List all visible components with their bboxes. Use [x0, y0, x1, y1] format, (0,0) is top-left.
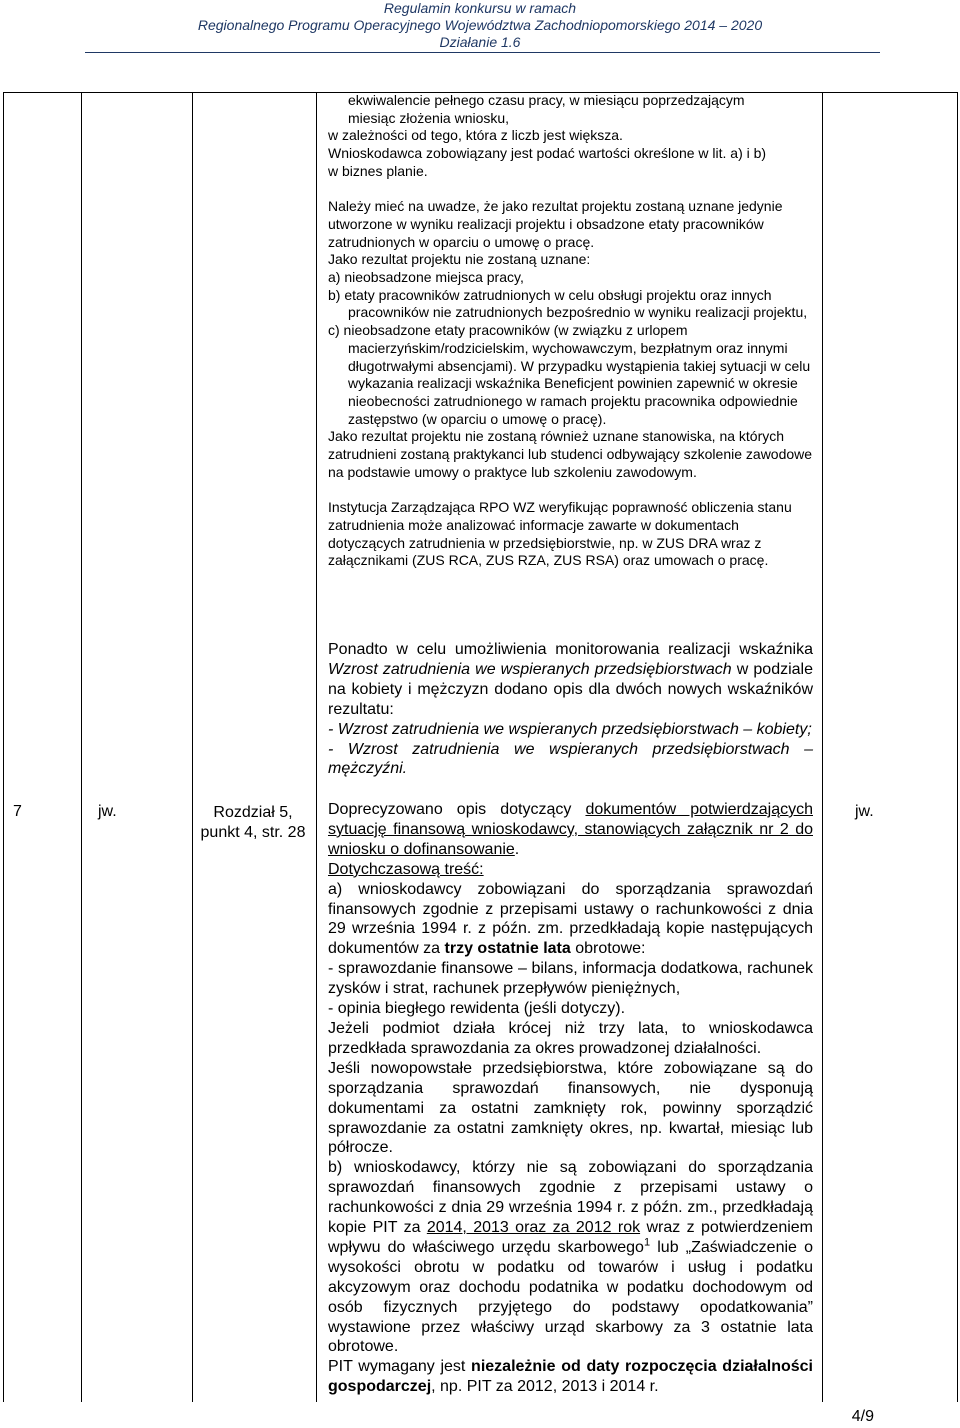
paragraph: Należy mieć na uwadze, że jako rezultat projektu zostaną uznane jedynie utworzone w wyniku realizacji projektu i obsadzone etaty pracowników zatrudnionych w oparciu o umowę o pracę. — [328, 198, 783, 250]
row-location: Rozdział 5, punkt 4, str. 28 — [200, 804, 306, 841]
paragraph: PIT wymagany jest niezależnie od daty rozpoczęcia działalności gospodarczej, np. PIT za 2012, 2013 i 2014 r. — [328, 1358, 814, 1396]
paragraph: Jeśli nowopowstałe przedsiębiorstwa, które zobowiązane są do sporządzania sprawozdań finansowych, nie dysponują dokumentami za ostatni zamknięty rok, powinny sporządzić sprawozdanie za ostatni zamknięty okres, np. kwartał, miesiąc lub półrocze. — [328, 1059, 813, 1157]
changes-table — [3, 92, 958, 1402]
indicator-men: - Wzrost zatrudnienia we wspieranych przedsiębiorstwach – mężczyźni. — [328, 740, 813, 778]
ponadto-block — [328, 640, 813, 779]
paragraph: - sprawozdanie finansowe – bilans, informacja dodatkowa, rachunek zysków i strat, rachunek przepływów pieniężnych, — [328, 960, 813, 998]
column-divider-2 — [192, 92, 193, 1402]
row-reference: jw. — [98, 803, 117, 820]
page-number: 4/9 — [851, 1408, 874, 1425]
continuation-block — [328, 92, 813, 570]
continuation-line: w biznes planie. — [328, 162, 428, 179]
continuation-line: miesiąc złożenia wniosku, — [348, 109, 510, 126]
list-item: b) etaty pracowników zatrudnionych w celu obsługi projektu oraz innych pracowników nie zatrudnionych bezpośrednio w wyniku realizacji projektu, — [328, 286, 808, 321]
header-divider — [85, 52, 880, 53]
paragraph: Jako rezultat projektu nie zostaną również uznane stanowiska, na których zatrudnieni zostaną praktykanci lub studenci odbywający szkolenie zawodowe na podstawie umowy o praktyce lub szkoleniu zawodowym. — [328, 428, 813, 480]
paragraph: - opinia biegłego rewidenta (jeśli dotyczy). — [328, 1000, 626, 1018]
paragraph: b) wnioskodawcy, którzy nie są zobowiązani do sporządzania sprawozdań finansowych zgodnie z przepisami ustawy o rachunkowości z dnia 29 września 1994 r. z późn. zm., przedkładają kopie PIT za 2014, 2013 oraz za 2012 rok wraz z potwierdzeniem wpływu do właściwego urzędu skarbowego$^1$ lub „Zaświadczenie o wysokości obrotu w podatku od towarów i usług i podatku akcyzowym oraz dochodu podatnika w podatku dochodowym od osób fizycznych przyjętego do podstawy opodatkowania” wystawione przez właściwy urząd skarbowy za 3 ostatnie lata obrotowe. — [328, 1159, 814, 1356]
header-title: Regulamin konkursu w ramach — [383, 0, 577, 16]
change-block — [328, 800, 813, 1397]
paragraph: Jeżeli podmiot działa krócej niż trzy lata, to wnioskodawca przedkłada sprawozdania za okres prowadzonej działalności. — [328, 1019, 813, 1057]
previous-content-label: Dotychczasową treść: — [328, 860, 484, 878]
document-header — [0, 0, 960, 51]
paragraph: a) wnioskodawcy zobowiązani do sporządzania sprawozdań finansowych zgodnie z przepisami ustawy o rachunkowości z dnia 29 września 1994 r. z późn. zm. przedkładają kopie następujących dokumentów za trzy ostatnie lata obrotowe: — [328, 880, 813, 958]
table-border-right — [957, 92, 958, 1402]
continuation-line: w zależności od tego, która z liczb jest większa. — [328, 127, 623, 144]
footnote-ref: 1 — [643, 1236, 651, 1249]
indicator-women: - Wzrost zatrudnienia we wspieranych przedsiębiorstwach – kobiety; — [328, 720, 812, 738]
table-border-left — [3, 92, 4, 1402]
column-divider-3 — [316, 92, 317, 1402]
continuation-line: Wnioskodawca zobowiązany jest podać wartości określone w lit. a) i b) — [328, 145, 767, 162]
continuation-line: ekwiwalencie pełnego czasu pracy, w miesiącu poprzedzającym — [348, 92, 745, 108]
list-item: c) nieobsadzone etaty pracowników (w związku z urlopem macierzyńskim/rodzicielskim, wychowawczym, bezpłatnym oraz innymi długotrwałymi absencjami). W przypadku wystąpienia takiej sytuacji w celu wykazania realizacji wskaźnika Beneficjent powinien zapewnić w okresie nieobecności zatrudnionego w ramach projektu pracownika odpowiednie zastępstwo (w oparciu o umowę o pracę). — [328, 322, 811, 427]
column-divider-1 — [81, 92, 82, 1402]
row-status: jw. — [855, 803, 874, 820]
column-divider-4 — [822, 92, 823, 1402]
paragraph: Jako rezultat projektu nie zostaną uznane: — [328, 251, 591, 268]
paragraph: Ponadto w celu umożliwienia monitorowania realizacji wskaźnika Wzrost zatrudnienia we wspieranych przedsiębiorstwach w podziale na kobiety i mężczyzn dodano opis dla dwóch nowych wskaźników rezultatu: — [328, 641, 813, 718]
header-program: Regionalnego Programu Operacyjnego Województwa Zachodniopomorskiego 2014 – 2020 — [197, 17, 763, 33]
header-measure: Działanie 1.6 — [439, 34, 521, 50]
row-number: 7 — [13, 803, 22, 820]
paragraph: Doprecyzowano opis dotyczący dokumentów potwierdzających sytuację finansową wnioskodawcy, stanowiących załącznik nr 2 do wniosku o dofinansowanie. — [328, 801, 813, 858]
list-item: a) nieobsadzone miejsca pracy, — [328, 269, 524, 286]
paragraph: Instytucja Zarządzająca RPO WZ weryfikując poprawność obliczenia stanu zatrudnienia może analizować informacje zawarte w dokumentach dotyczących zatrudnienia w przedsiębiorstwie, np. w ZUS DRA wraz z załącznikami (ZUS RCA, ZUS RZA, ZUS RSA) oraz umowach o pracę. — [328, 499, 792, 569]
